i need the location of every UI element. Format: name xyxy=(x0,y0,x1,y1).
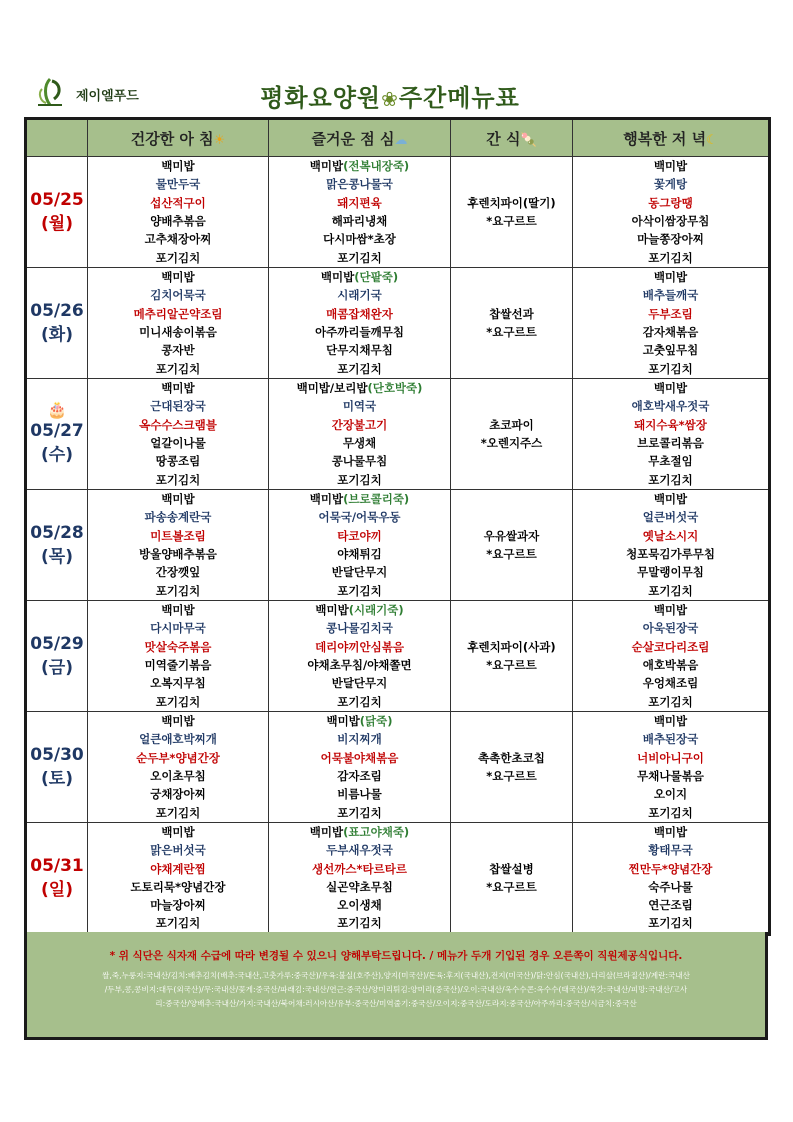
lunch-cell xyxy=(269,268,451,379)
menu-item: 마늘쫑장아찌 xyxy=(637,232,704,247)
menu-item: 백미밥(시래기죽) xyxy=(315,603,404,618)
day-date: 05/29 xyxy=(30,634,84,654)
menu-item: 백미밥 xyxy=(653,381,688,396)
menu-item: 오이생채 xyxy=(337,898,382,913)
menu-item: 두부조림 xyxy=(648,306,693,321)
moon-icon: ☾ xyxy=(706,132,718,148)
menu-item: 백미밥 xyxy=(161,825,195,839)
menu-item: 매콤잡채완자 xyxy=(326,306,393,321)
breakfast-cell xyxy=(88,823,269,935)
header-lunch: 즐거운 점 심☁ xyxy=(269,119,451,157)
menu-item: 돼지수육*쌈장 xyxy=(634,417,707,432)
snack-cell xyxy=(451,823,573,935)
day-label xyxy=(26,712,88,823)
day-label xyxy=(26,379,88,490)
porridge-note: (단호박죽) xyxy=(367,381,423,396)
menu-item: 얼큰버섯국 xyxy=(642,510,699,525)
dinner-cell xyxy=(573,490,770,601)
day-row xyxy=(26,823,770,935)
menu-item: 순살코다리조림 xyxy=(631,639,710,654)
leaf-icon: ❀ xyxy=(381,87,399,111)
day-label xyxy=(26,823,88,935)
dinner-cell xyxy=(573,712,770,823)
day-row xyxy=(26,268,770,379)
menu-item: 포기김치 xyxy=(648,583,693,598)
menu-item: 미트볼조림 xyxy=(150,528,206,543)
menu-item: 우엉채조림 xyxy=(642,676,699,691)
day-weekday: (금) xyxy=(41,658,73,678)
footer-panel xyxy=(24,932,768,1040)
snack-item: *요구르트 xyxy=(486,658,537,672)
porridge-note: (시래기죽) xyxy=(348,603,404,618)
menu-item: 야채계란찜 xyxy=(150,861,206,876)
lunch-cell xyxy=(269,823,451,935)
menu-item: 콩자반 xyxy=(161,343,195,358)
snack-cell xyxy=(451,379,573,490)
menu-item: 백미밥 xyxy=(161,270,195,285)
menu-item: 백미밥(표고야채죽) xyxy=(309,825,410,839)
day-row xyxy=(26,712,770,823)
origin-info xyxy=(35,969,757,1011)
menu-item: 백미밥 xyxy=(161,381,195,396)
menu-item: 콩나물김치국 xyxy=(326,621,393,636)
menu-item: 무초절임 xyxy=(648,454,693,469)
menu-item: 무생채 xyxy=(342,436,377,450)
menu-item: 배추들깨국 xyxy=(642,288,699,303)
day-row xyxy=(26,379,770,490)
header-breakfast: 건강한 아 침☀ xyxy=(88,119,269,157)
menu-item: 콩나물무침 xyxy=(331,454,388,469)
day-row xyxy=(26,601,770,712)
cloud-icon: ☁ xyxy=(394,132,408,148)
menu-item: 비름나물 xyxy=(337,787,382,802)
day-weekday: (수) xyxy=(41,445,73,465)
dinner-cell xyxy=(573,157,770,268)
menu-item: 백미밥 xyxy=(161,603,195,618)
menu-item: 메추리알곤약조림 xyxy=(133,306,223,321)
menu-item: 방울양배추볶음 xyxy=(139,547,217,561)
porridge-note: (단팥죽) xyxy=(354,270,399,285)
menu-item: 반달단무지 xyxy=(331,676,388,691)
menu-item: 애호박볶음 xyxy=(642,658,699,672)
breakfast-cell xyxy=(88,490,269,601)
title-main: 평화요양원 xyxy=(260,84,382,112)
snack-cell xyxy=(451,712,573,823)
menu-item: 어묵불야채볶음 xyxy=(320,750,399,765)
menu-item: 포기김치 xyxy=(648,361,693,376)
menu-item: 마늘장아찌 xyxy=(150,898,206,913)
menu-item: 포기김치 xyxy=(337,472,382,487)
snack-item: 찹쌀선과 xyxy=(489,307,534,321)
menu-item: 타코야끼 xyxy=(337,528,382,543)
menu-item: 비지찌개 xyxy=(337,732,382,747)
menu-item: 포기김치 xyxy=(337,250,382,265)
menu-item: 백미밥(브로콜리죽) xyxy=(309,492,410,507)
dinner-cell xyxy=(573,823,770,935)
menu-item: 숙주나물 xyxy=(648,879,693,894)
dinner-cell xyxy=(573,601,770,712)
header-dinner: 행복한 저 녁☾ xyxy=(573,119,770,157)
snack-item: *오렌지주스 xyxy=(480,436,543,450)
menu-item: 포기김치 xyxy=(155,361,201,376)
menu-item: 단무지채무침 xyxy=(326,343,393,358)
breakfast-cell xyxy=(88,379,269,490)
day-weekday: (목) xyxy=(41,547,73,567)
dinner-cell xyxy=(573,379,770,490)
menu-item: 해파리냉채 xyxy=(331,214,388,228)
title-suffix: 주간메뉴표 xyxy=(398,84,520,112)
menu-item: 백미밥 xyxy=(653,159,688,174)
menu-item: 미역국 xyxy=(342,399,377,414)
snack-item: *요구르트 xyxy=(486,214,537,228)
snack-item: 후렌치파이(사과) xyxy=(467,640,556,654)
menu-item: 배추된장국 xyxy=(642,732,699,747)
snack-cell xyxy=(451,601,573,712)
lunch-cell xyxy=(269,712,451,823)
menu-item: 백미밥 xyxy=(161,714,195,729)
day-weekday: (토) xyxy=(41,769,73,789)
day-date: 05/31 xyxy=(30,855,84,876)
menu-item: 옛날소시지 xyxy=(642,528,699,543)
lunch-cell xyxy=(269,157,451,268)
porridge-note: (표고야채죽) xyxy=(343,825,410,839)
menu-item: 김치어묵국 xyxy=(150,288,206,303)
menu-item: 포기김치 xyxy=(337,805,382,820)
day-weekday: (월) xyxy=(41,214,73,234)
header-row xyxy=(26,119,770,157)
day-label xyxy=(26,268,88,379)
brand-name: 제이엘푸드 xyxy=(76,89,139,104)
menu-item: 포기김치 xyxy=(337,694,382,709)
snack-cell xyxy=(451,490,573,601)
day-label xyxy=(26,601,88,712)
menu-item: 꽃게탕 xyxy=(653,177,688,192)
menu-item: 청포묵김가루무침 xyxy=(626,547,715,561)
day-weekday: (화) xyxy=(41,325,73,345)
day-label xyxy=(26,157,88,268)
day-weekday: (일) xyxy=(41,879,73,900)
menu-item: 간장불고기 xyxy=(331,417,388,432)
menu-item: 포기김치 xyxy=(648,694,693,709)
menu-item: 아삭이쌈장무침 xyxy=(631,214,710,228)
menu-item: 아욱된장국 xyxy=(642,621,699,636)
menu-item: 백미밥(전복내장죽) xyxy=(309,159,410,174)
porridge-note: (전복내장죽) xyxy=(343,159,410,174)
menu-item: 실곤약초무침 xyxy=(326,879,393,894)
menu-body xyxy=(26,157,770,935)
breakfast-cell xyxy=(88,268,269,379)
menu-item: 백미밥 xyxy=(653,492,688,507)
snack-item: *요구르트 xyxy=(486,769,537,783)
menu-item: 황태무국 xyxy=(648,843,693,858)
menu-item: 섭산적구이 xyxy=(150,195,206,210)
menu-item: 야채초무침/야채쫄면 xyxy=(307,658,412,672)
menu-item: 얼큰애호박찌개 xyxy=(139,732,217,747)
menu-item: 생선까스*타르타르 xyxy=(312,861,407,876)
brand-logo xyxy=(30,75,170,115)
menu-item: 순두부*양념간장 xyxy=(136,750,220,765)
menu-item: 브로콜리볶음 xyxy=(637,436,704,450)
menu-item: 백미밥 xyxy=(653,825,688,839)
menu-item: 돼지편육 xyxy=(337,195,382,210)
menu-item: 포기김치 xyxy=(155,583,201,598)
menu-item: 양배추볶음 xyxy=(150,214,206,228)
menu-item: 포기김치 xyxy=(337,583,382,598)
snack-cell xyxy=(451,157,573,268)
day-date: 05/28 xyxy=(30,523,84,543)
menu-item: 오이초무침 xyxy=(150,769,206,783)
menu-item: 땅콩조림 xyxy=(155,454,201,469)
menu-item: 고추채장아찌 xyxy=(144,232,212,247)
snack-item: 찹쌀설병 xyxy=(489,861,534,876)
header-snack: 간 식🍡 xyxy=(451,119,573,157)
menu-item: 얼갈이나물 xyxy=(150,436,206,450)
menu-item: 감자조림 xyxy=(337,769,382,783)
menu-item: 물만두국 xyxy=(155,177,201,192)
menu-item: 백미밥 xyxy=(161,492,195,507)
day-date: 05/27 xyxy=(30,421,84,441)
dinner-cell xyxy=(573,268,770,379)
menu-item: 맑은버섯국 xyxy=(150,843,206,858)
day-date: 05/25 xyxy=(30,190,84,210)
menu-item: 미니새송이볶음 xyxy=(139,325,217,339)
birthday-cake-icon: 🎂 xyxy=(47,400,67,419)
menu-item: 포기김치 xyxy=(337,916,382,931)
snack-item: 초코파이 xyxy=(489,418,534,432)
menu-item: 동그랑땡 xyxy=(648,195,693,210)
menu-item: 어묵국/어묵우동 xyxy=(318,510,401,525)
menu-item: 아주까리들깨무침 xyxy=(315,325,404,339)
menu-item: 맛살숙주볶음 xyxy=(144,639,212,654)
lunch-cell xyxy=(269,601,451,712)
menu-item: 포기김치 xyxy=(155,916,201,931)
menu-item: 찐만두*양념간장 xyxy=(628,861,713,876)
menu-item: 야채튀김 xyxy=(337,547,382,561)
menu-item: 백미밥 xyxy=(653,270,688,285)
day-label xyxy=(26,490,88,601)
menu-item: 백미밥 xyxy=(653,714,688,729)
porridge-note: (닭죽) xyxy=(359,714,393,729)
weekly-menu-table xyxy=(24,117,771,936)
menu-item: 무채나물볶음 xyxy=(637,769,704,783)
menu-item: 포기김치 xyxy=(155,250,201,265)
menu-item: 파송송계란국 xyxy=(144,510,212,525)
lunch-cell xyxy=(269,490,451,601)
menu-item: 백미밥(단팥죽) xyxy=(320,270,399,285)
menu-item: 백미밥 xyxy=(653,603,688,618)
day-date: 05/26 xyxy=(30,301,84,321)
origin-line: 리:중국산/양배추:국내산/가지:국내산/북어채:러시아산/유부:중국산/미역줄기:중국산/오이지:중국산/도라지:중국산/아주까리:중국산/시금치:중국산 xyxy=(155,999,637,1008)
menu-item: 궁채장아찌 xyxy=(150,787,206,802)
header-corner xyxy=(26,119,88,157)
origin-line: /두부,콩,콩비지:대두(외국산)/무:국내산/꽃게:중국산/파래김:국내산/연근:중국산/양미리튀김:양미리(중국산)/오이:국내산/옥수수콘:옥수수(태국산)/쑥갓:국내산/피망:국내산/고사 xyxy=(104,985,688,994)
menu-item: 포기김치 xyxy=(648,472,693,487)
snack-item: *요구르트 xyxy=(486,547,537,561)
menu-item: 옥수수스크램블 xyxy=(139,417,217,432)
menu-item: 다시마무국 xyxy=(150,621,206,636)
menu-item: 백미밥/보리밥(단호박죽) xyxy=(296,381,423,396)
day-row xyxy=(26,490,770,601)
menu-item: 다시마쌈*초장 xyxy=(323,232,396,247)
dango-icon: 🍡 xyxy=(520,132,537,148)
menu-item: 반달단무지 xyxy=(331,565,388,580)
menu-item: 고춧잎무침 xyxy=(642,343,699,358)
breakfast-cell xyxy=(88,712,269,823)
snack-item: 후렌치파이(딸기) xyxy=(467,196,556,210)
menu-item: 도토리묵*양념간장 xyxy=(130,879,226,894)
menu-item: 근대된장국 xyxy=(150,399,206,414)
menu-item: 백미밥(닭죽) xyxy=(326,714,393,729)
menu-item: 연근조림 xyxy=(648,898,693,913)
menu-item: 시래기국 xyxy=(337,288,382,303)
menu-item: 포기김치 xyxy=(648,805,693,820)
menu-item: 포기김치 xyxy=(155,694,201,709)
snack-cell xyxy=(451,268,573,379)
sun-icon: ☀ xyxy=(213,132,226,148)
menu-item: 포기김치 xyxy=(155,472,201,487)
menu-item: 감자채볶음 xyxy=(642,325,699,339)
origin-line: 쌀,죽,누룽지:국내산/김치:배추김치(배추:국내산,고춧가루:중국산)/우육:불실(호주산),양지(미국산)/돈육:후지(국내산),전지(미국산)/닭:안심(국내산),다리살(브라질산)/계란:국내산 xyxy=(101,971,691,980)
menu-item: 포기김치 xyxy=(337,361,382,376)
menu-item: 포기김치 xyxy=(648,250,693,265)
day-date: 05/30 xyxy=(30,745,84,765)
menu-item: 포기김치 xyxy=(648,916,693,931)
lunch-cell xyxy=(269,379,451,490)
snack-item: 우유쌀과자 xyxy=(483,529,540,543)
day-row xyxy=(26,157,770,268)
menu-item: 두부새우젓국 xyxy=(326,843,393,858)
menu-item: 오복지무침 xyxy=(150,676,206,691)
snack-item: 촉촉한초코칩 xyxy=(478,751,545,765)
menu-item: 미역줄기볶음 xyxy=(144,658,212,672)
menu-item: 포기김치 xyxy=(155,805,201,820)
snack-item: *요구르트 xyxy=(486,325,537,339)
menu-item: 무말랭이무침 xyxy=(637,565,704,580)
porridge-note: (브로콜리죽) xyxy=(343,492,410,507)
breakfast-cell xyxy=(88,601,269,712)
menu-item: 백미밥 xyxy=(161,159,195,174)
menu-item: 애호박새우젓국 xyxy=(631,399,710,414)
menu-item: 맑은콩나물국 xyxy=(326,177,393,192)
breakfast-cell xyxy=(88,157,269,268)
menu-item: 간장깻잎 xyxy=(155,565,201,580)
footer-notice: * 위 식단은 식자재 수급에 따라 변경될 수 있으니 양해부탁드립니다. / 메뉴가 두개 기입된 경우 오른쪽이 직원제공식입니다. xyxy=(109,950,683,962)
menu-item: 오이지 xyxy=(653,787,688,802)
snack-item: *요구르트 xyxy=(486,879,537,894)
menu-item: 너비아니구이 xyxy=(637,750,704,765)
menu-item: 데리야끼안심볶음 xyxy=(315,639,404,654)
jl-logo-icon xyxy=(30,75,70,115)
page-title xyxy=(180,78,600,113)
